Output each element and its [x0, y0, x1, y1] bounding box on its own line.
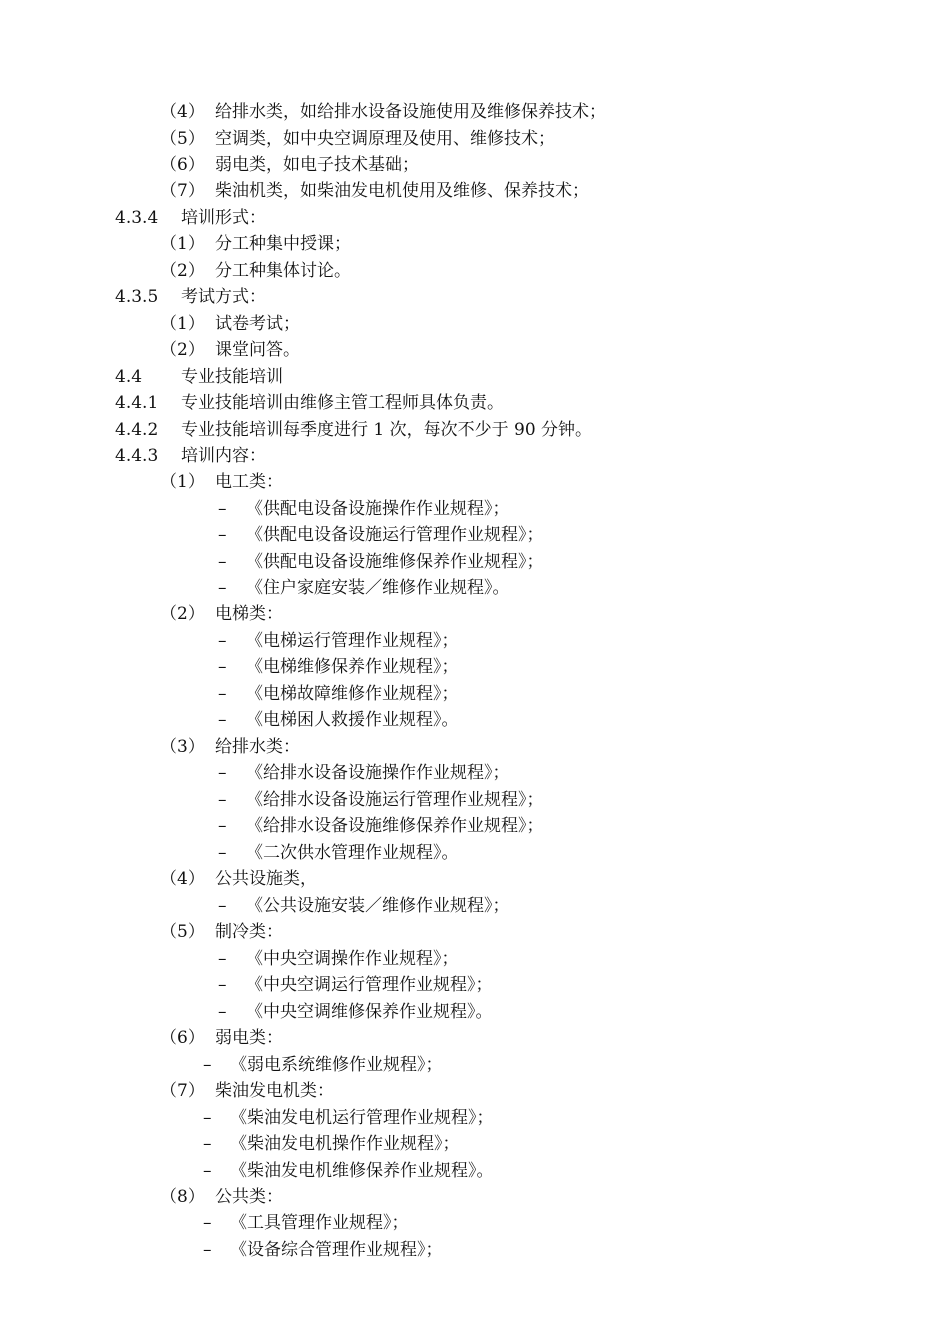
- item-text: 《柴油发电机维修保养作业规程》。: [230, 1161, 494, 1181]
- item-text: 柴油机类，如柴油发电机使用及维修、保养技术；: [215, 181, 589, 201]
- item-text: 《二次供水管理作业规程》。: [246, 843, 459, 863]
- dash-bullet: –: [218, 552, 227, 572]
- item-text: 《中央空调操作作业规程》；: [246, 949, 459, 969]
- section-title: 培训内容：: [181, 446, 266, 466]
- item-text: 公共设施类，: [215, 869, 317, 889]
- dash-bullet: –: [218, 631, 227, 651]
- item-number: （6）: [160, 1028, 205, 1048]
- item-number: （2）: [160, 261, 205, 281]
- section-number: 4.4: [115, 367, 143, 387]
- item-text: 分工种集中授课；: [215, 234, 351, 254]
- dash-bullet: –: [203, 1240, 212, 1260]
- section-number: 4.4.3: [115, 446, 159, 466]
- section-number: 4.4.2: [115, 420, 159, 440]
- section-number: 4.3.5: [115, 287, 159, 307]
- item-text: 《供配电设备设施维修保养作业规程》；: [246, 552, 544, 572]
- item-number: （2）: [160, 604, 205, 624]
- dash-bullet: –: [218, 710, 227, 730]
- dash-bullet: –: [218, 949, 227, 969]
- item-number: （5）: [160, 129, 205, 149]
- item-text: 《电梯故障维修作业规程》；: [246, 684, 459, 704]
- item-text: 空调类，如中央空调原理及使用、维修技术；: [215, 129, 555, 149]
- item-number: （3）: [160, 737, 205, 757]
- section-title: 考试方式：: [181, 287, 266, 307]
- item-text: 《给排水设备设施运行管理作业规程》；: [246, 790, 544, 810]
- item-text: 《柴油发电机操作作业规程》；: [230, 1134, 460, 1154]
- dash-bullet: –: [218, 896, 227, 916]
- item-text: 弱电类，如电子技术基础；: [215, 155, 419, 175]
- dash-bullet: –: [218, 525, 227, 545]
- item-text: 《柴油发电机运行管理作业规程》；: [230, 1108, 494, 1128]
- item-number: （1）: [160, 472, 205, 492]
- dash-bullet: –: [218, 843, 227, 863]
- dash-bullet: –: [203, 1134, 212, 1154]
- dash-bullet: –: [218, 1002, 227, 1022]
- item-text: 《电梯运行管理作业规程》；: [246, 631, 459, 651]
- dash-bullet: –: [218, 816, 227, 836]
- item-text: 柴油发电机类：: [215, 1081, 334, 1101]
- item-text: 《电梯维修保养作业规程》；: [246, 657, 459, 677]
- item-text: 《供配电设备设施操作作业规程》；: [246, 499, 510, 519]
- item-text: 给排水类：: [215, 737, 300, 757]
- item-text: 试卷考试；: [215, 314, 300, 334]
- item-number: （4）: [160, 102, 205, 122]
- item-number: （5）: [160, 922, 205, 942]
- item-number: （7）: [160, 1081, 205, 1101]
- item-number: （4）: [160, 869, 205, 889]
- item-number: （6）: [160, 155, 205, 175]
- dash-bullet: –: [218, 578, 227, 598]
- item-number: （8）: [160, 1187, 205, 1207]
- item-number: （7）: [160, 181, 205, 201]
- item-text: 《电梯困人救援作业规程》。: [246, 710, 459, 730]
- item-text: 《给排水设备设施操作作业规程》；: [246, 763, 510, 783]
- section-title: 专业技能培训: [181, 367, 283, 387]
- item-text: 《设备综合管理作业规程》；: [230, 1240, 443, 1260]
- dash-bullet: –: [218, 790, 227, 810]
- dash-bullet: –: [218, 763, 227, 783]
- item-text: 《住户家庭安装／维修作业规程》。: [246, 578, 510, 598]
- dash-bullet: –: [218, 657, 227, 677]
- dash-bullet: –: [203, 1213, 212, 1233]
- section-title: 专业技能培训每季度进行 1 次，每次不少于 90 分钟。: [181, 420, 593, 440]
- dash-bullet: –: [218, 975, 227, 995]
- item-text: 《中央空调维修保养作业规程》。: [246, 1002, 493, 1022]
- dash-bullet: –: [218, 499, 227, 519]
- item-number: （1）: [160, 234, 205, 254]
- item-text: 制冷类：: [215, 922, 283, 942]
- dash-bullet: –: [203, 1055, 212, 1075]
- item-text: 公共类：: [215, 1187, 283, 1207]
- item-text: 给排水类，如给排水设备设施使用及维修保养技术；: [215, 102, 606, 122]
- item-text: 《弱电系统维修作业规程》；: [230, 1055, 443, 1075]
- dash-bullet: –: [203, 1161, 212, 1181]
- section-number: 4.3.4: [115, 208, 159, 228]
- dash-bullet: –: [218, 684, 227, 704]
- section-number: 4.4.1: [115, 393, 159, 413]
- section-title: 专业技能培训由维修主管工程师具体负责。: [181, 393, 504, 413]
- item-text: 电梯类：: [215, 604, 283, 624]
- item-text: 课堂问答。: [215, 340, 300, 360]
- item-text: 《供配电设备设施运行管理作业规程》；: [246, 525, 544, 545]
- item-number: （2）: [160, 340, 205, 360]
- section-title: 培训形式：: [181, 208, 266, 228]
- dash-bullet: –: [203, 1108, 212, 1128]
- item-text: 分工种集体讨论。: [215, 261, 351, 281]
- item-text: 《中央空调运行管理作业规程》；: [246, 975, 493, 995]
- item-text: 弱电类：: [215, 1028, 283, 1048]
- item-text: 《给排水设备设施维修保养作业规程》；: [246, 816, 544, 836]
- item-text: 《工具管理作业规程》；: [230, 1213, 409, 1233]
- item-number: （1）: [160, 314, 205, 334]
- item-text: 《公共设施安装／维修作业规程》；: [246, 896, 510, 916]
- item-text: 电工类：: [215, 472, 283, 492]
